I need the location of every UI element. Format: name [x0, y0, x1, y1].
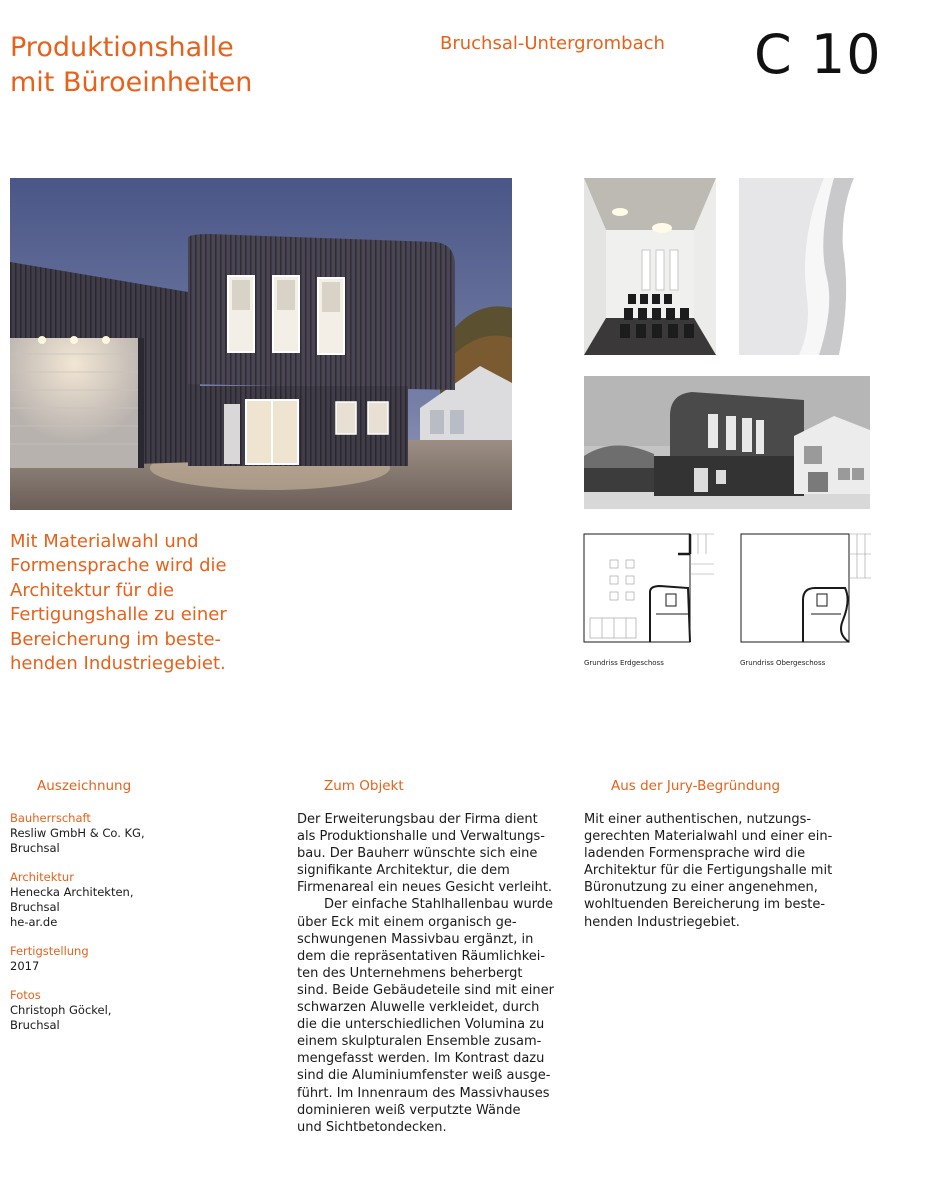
- floor-plan-ground: [580, 530, 714, 648]
- client-block: [10, 811, 240, 856]
- object-line: sind die Aluminiumfenster weiß ausge-: [297, 1068, 551, 1084]
- jury-statement: [584, 811, 874, 931]
- lead-line: Fertigungshalle zu einer: [10, 604, 227, 626]
- object-line: führt. Im Innenraum des Massivhauses: [297, 1085, 550, 1101]
- architect-line: Bruchsal: [10, 900, 60, 914]
- object-line: Der einfache Stahlhallenbau wurde: [324, 897, 554, 913]
- object-line: dem die repräsentativen Räumlichkei-: [297, 948, 546, 964]
- project-location: Bruchsal-Untergrombach: [440, 33, 665, 54]
- project-details: [10, 811, 240, 1047]
- object-line: mengefasst werden. Im Kontrast dazu: [297, 1051, 545, 1067]
- caption-ground-floor: Grundriss Erdgeschoss: [584, 659, 664, 667]
- lead-line: Bereicherung im beste-: [10, 628, 222, 650]
- completion-label: Fertigstellung: [10, 944, 89, 958]
- architect-website: he-ar.de: [10, 915, 58, 929]
- lead-line: Architektur für die: [10, 579, 175, 601]
- page-title: [10, 30, 252, 100]
- object-line: die die unterschiedlichen Volumina zu: [297, 1017, 545, 1033]
- lead-line: henden Industriegebiet.: [10, 653, 226, 675]
- object-line: dominieren weiß verputzte Wände: [297, 1102, 521, 1118]
- photos-line: Christoph Göckel,: [10, 1003, 112, 1017]
- object-line: bau. Der Bauherr wünschte sich eine: [297, 846, 538, 862]
- heading-object: Zum Objekt: [324, 778, 404, 794]
- object-line: und Sichtbetondecken.: [297, 1119, 447, 1135]
- floor-plan-upper: [737, 530, 871, 648]
- interior-photo: [584, 178, 716, 355]
- object-line: schwungenen Massivbau ergänzt, in: [297, 931, 534, 947]
- completion-year: 2017: [10, 959, 40, 973]
- architect-block: [10, 870, 240, 930]
- object-line: über Eck mit einem organisch ge-: [297, 914, 517, 930]
- jury-line: ladenden Formensprache wird die: [584, 846, 806, 862]
- heading-award: Auszeichnung: [37, 778, 132, 794]
- jury-line: Mit einer authentischen, nutzungs-: [584, 812, 812, 827]
- jury-line: Architektur für die Fertigungshalle mit: [584, 863, 833, 879]
- jury-line: Büronutzung zu einer angenehmen,: [584, 880, 818, 896]
- client-line: Resliw GmbH & Co. KG,: [10, 826, 145, 840]
- photos-label: Fotos: [10, 988, 41, 1002]
- client-label: Bauherrschaft: [10, 811, 91, 825]
- object-line: sind. Beide Gebäudeteile sind mit einer: [297, 982, 554, 998]
- architect-label: Architektur: [10, 870, 74, 884]
- object-line: Firmenareal ein neues Gesicht verleiht.: [297, 880, 553, 896]
- heading-jury: Aus der Jury-Begründung: [611, 778, 781, 794]
- lead-statement: [10, 530, 260, 676]
- lead-line: Formensprache wird die: [10, 555, 227, 577]
- jury-line: wohltuenden Bereicherung im beste-: [584, 897, 826, 913]
- completion-block: [10, 944, 240, 974]
- title-line-2: mit Büroeinheiten: [10, 67, 253, 98]
- jury-line: gerechten Materialwahl und einer ein-: [584, 829, 833, 845]
- main-exterior-photo: [10, 178, 512, 510]
- title-line-1: Produktionshalle: [10, 32, 234, 63]
- photos-line: Bruchsal: [10, 1018, 60, 1032]
- lead-line: Mit Materialwahl und: [10, 531, 199, 552]
- project-code: C 10: [754, 23, 882, 86]
- object-line: signifikante Architektur, die dem: [297, 863, 510, 879]
- architect-line: Henecka Architekten,: [10, 885, 134, 899]
- client-line: Bruchsal: [10, 841, 60, 855]
- object-line: ten des Unternehmens beherbergt: [297, 965, 523, 981]
- caption-upper-floor: Grundriss Obergeschoss: [740, 659, 826, 667]
- object-line: Der Erweiterungsbau der Firma dient: [297, 812, 538, 827]
- photos-block: [10, 988, 240, 1033]
- bw-exterior-photo: [584, 376, 870, 509]
- jury-line: henden Industriegebiet.: [584, 914, 740, 930]
- object-description: [297, 811, 567, 1136]
- object-line: schwarzen Aluwelle verkleidet, durch: [297, 1000, 540, 1016]
- detail-wall-photo: [739, 178, 870, 355]
- object-line: einem skulpturalen Ensemble zusam-: [297, 1034, 542, 1050]
- object-line: als Produktionshalle und Verwaltungs-: [297, 829, 545, 845]
